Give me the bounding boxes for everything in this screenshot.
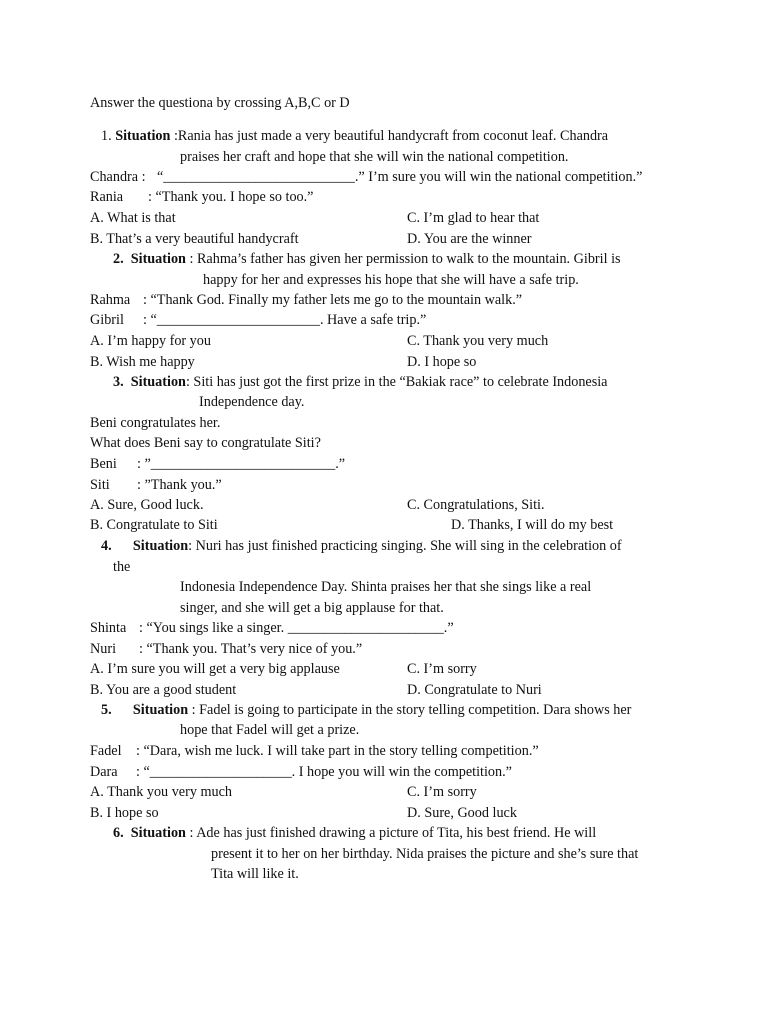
q5-situation-text: : Fadel is going to participate in the story telling competition. Dara shows her	[188, 702, 632, 718]
q3-option-c[interactable]: C. Congratulations, Siti.	[407, 497, 545, 513]
q4-option-b[interactable]: B. You are a good student	[90, 682, 237, 698]
q2-option-d[interactable]: D. I hope so	[407, 354, 477, 370]
q3-speaker-a: Beni	[90, 456, 117, 472]
q1-speaker-b: Rania	[90, 189, 124, 205]
q4-speaker-a: Shinta	[90, 620, 127, 636]
q5-speaker-b: Dara	[90, 764, 118, 780]
q2-number: 2.	[113, 251, 124, 267]
q3-question: What does Beni say to congratulate Siti?	[90, 435, 321, 451]
q5-option-d[interactable]: D. Sure, Good luck	[407, 805, 517, 821]
q4-dialogue-b: : “Thank you. That’s very nice of you.”	[139, 641, 363, 657]
q5-option-a[interactable]: A. Thank you very much	[90, 784, 232, 800]
q2-situation-text: : Rahma’s father has given her permission to walk to the mountain. Gibril is	[185, 251, 621, 267]
q2-option-c[interactable]: C. Thank you very much	[407, 333, 549, 349]
q2-situation-line-2: happy for her and expresses his hope that she will have a safe trip.	[203, 272, 579, 288]
q4-option-a[interactable]: A. I’m sure you will get a very big applause	[90, 661, 340, 677]
q5-situation-label: Situation	[132, 702, 189, 718]
q4-situation-label: Situation	[132, 538, 189, 554]
q2-speaker-b: Gibril	[90, 312, 124, 328]
q5-number: 5.	[101, 702, 112, 718]
q1-option-c[interactable]: C. I’m glad to hear that	[407, 210, 540, 226]
q5-option-b[interactable]: B. I hope so	[90, 805, 159, 821]
q1-option-d[interactable]: D. You are the winner	[407, 231, 532, 247]
q3-situation-text: : Siti has just got the first prize in the “Bakiak race” to celebrate Indonesia	[185, 374, 608, 390]
q3-dialogue-a: : ”__________________________.”	[137, 456, 346, 472]
q6-situation-label: Situation	[130, 825, 186, 841]
q3-option-b[interactable]: B. Congratulate to Siti	[90, 517, 218, 533]
q2-option-a[interactable]: A. I’m happy for you	[90, 333, 211, 349]
q1-situation-line-2: praises her craft and hope that she will win the national competition.	[180, 149, 569, 165]
instruction: Answer the questiona by crossing A,B,C or D	[90, 95, 350, 111]
q1-dialogue-b: : “Thank you. I hope so too.”	[148, 189, 314, 205]
q4-situation-text: : Nuri has just finished practicing singing. She will sing in the celebration of	[188, 538, 622, 554]
q1-option-a[interactable]: A. What is that	[90, 210, 176, 226]
q5-dialogue-a: : “Dara, wish me luck. I will take part in the story telling competition.”	[136, 743, 539, 759]
q3-situation-line-3: Beni congratulates her.	[90, 415, 221, 431]
q1-speaker-a: Chandra :	[90, 169, 146, 185]
q5-dialogue-b: : “____________________. I hope you will win the competition.”	[136, 764, 512, 780]
q4-speaker-b: Nuri	[90, 641, 117, 657]
q5-situation-line-2: hope that Fadel will get a prize.	[180, 722, 360, 738]
q6-situation-line-2: present it to her on her birthday. Nida praises the picture and she’s sure that	[211, 846, 639, 862]
q1-option-b[interactable]: B. That’s a very beautiful handycraft	[90, 231, 299, 247]
q3-option-a[interactable]: A. Sure, Good luck.	[90, 497, 204, 513]
q4-situation-line-4: singer, and she will get a big applause for that.	[180, 600, 444, 616]
q4-number: 4.	[101, 538, 112, 554]
q1-situation-label: Situation	[115, 128, 171, 144]
q1-situation-line-1	[101, 127, 608, 145]
q1-dialogue-a: “___________________________.” I’m sure you will win the national competition.”	[157, 169, 643, 185]
q4-situation-line-2: the	[113, 559, 131, 575]
q1-number: 1.	[101, 128, 112, 144]
q4-situation-line-3: Indonesia Independence Day. Shinta praises her that she sings like a real	[180, 579, 592, 595]
q4-situation-line-1	[101, 537, 622, 555]
q5-situation-line-1	[101, 701, 631, 719]
q2-dialogue-a: : “Thank God. Finally my father lets me go to the mountain walk.”	[143, 292, 523, 308]
q3-situation-label: Situation	[130, 374, 186, 390]
q3-situation-line-1	[113, 373, 607, 391]
q5-option-c[interactable]: C. I’m sorry	[407, 784, 477, 800]
q2-dialogue-b: : “_______________________. Have a safe trip.”	[143, 312, 427, 328]
q1-situation-text: :Rania has just made a very beautiful handycraft from coconut leaf. Chandra	[170, 128, 609, 144]
q3-speaker-b: Siti	[90, 477, 110, 493]
q2-option-b[interactable]: B. Wish me happy	[90, 354, 195, 370]
q6-situation-line-1	[113, 824, 596, 842]
q4-dialogue-a: : “You sings like a singer. ______________________.”	[139, 620, 454, 636]
q3-option-d[interactable]: D. Thanks, I will do my best	[451, 517, 614, 533]
q6-situation-text: : Ade has just finished drawing a picture of Tita, his best friend. He will	[185, 825, 597, 841]
q3-situation-line-2: Independence day.	[199, 394, 305, 410]
q3-dialogue-b: : ”Thank you.”	[137, 477, 222, 493]
q3-number: 3.	[113, 374, 124, 390]
q2-speaker-a: Rahma	[90, 292, 131, 308]
q4-option-c[interactable]: C. I’m sorry	[407, 661, 477, 677]
q2-situation-label: Situation	[130, 251, 186, 267]
q4-option-d[interactable]: D. Congratulate to Nuri	[407, 682, 542, 698]
q6-situation-line-3: Tita will like it.	[211, 866, 299, 882]
q6-number: 6.	[113, 825, 124, 841]
q2-situation-line-1	[113, 250, 621, 268]
q5-speaker-a: Fadel	[90, 743, 122, 759]
